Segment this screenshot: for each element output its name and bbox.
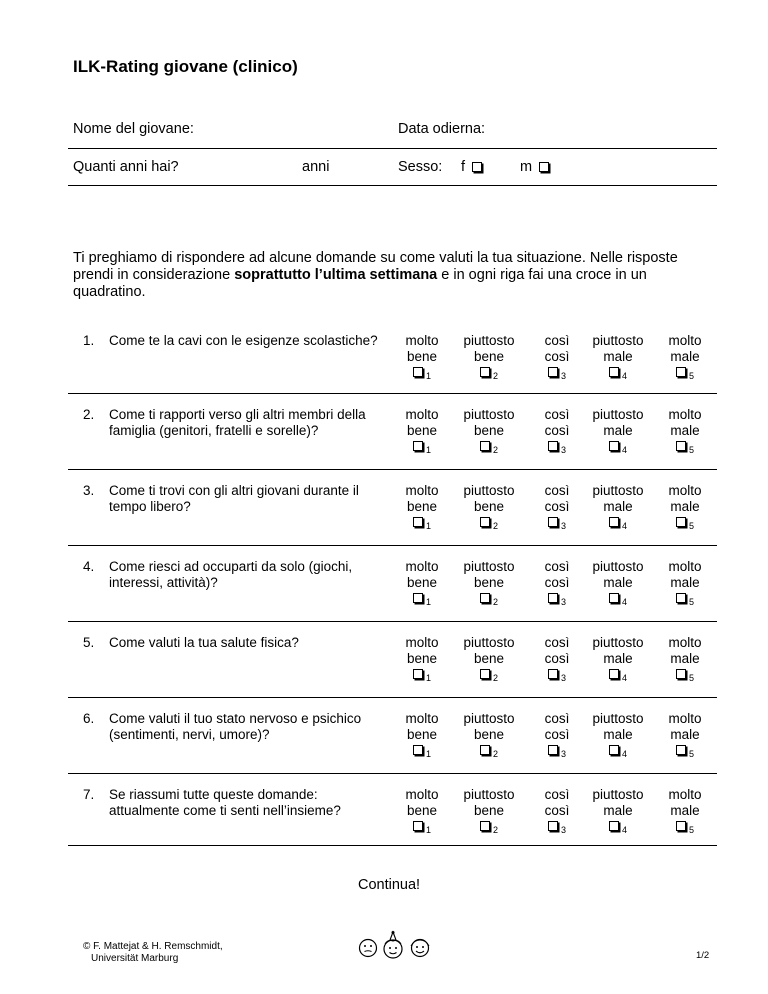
option-number: 2 bbox=[492, 445, 498, 455]
checkbox-icon[interactable] bbox=[609, 821, 619, 831]
checkbox-icon[interactable] bbox=[480, 821, 490, 831]
option-label: male bbox=[603, 348, 633, 364]
checkbox-icon[interactable] bbox=[413, 441, 423, 451]
option-label: bene bbox=[473, 498, 505, 514]
rating-option[interactable] bbox=[454, 407, 524, 456]
option-number: 3 bbox=[560, 825, 566, 835]
option-label: molto bbox=[668, 787, 702, 802]
option-number: 5 bbox=[688, 749, 694, 759]
option-number: 4 bbox=[621, 749, 627, 759]
option-label: bene bbox=[473, 726, 505, 742]
option-label: bene bbox=[406, 802, 438, 818]
rating-option[interactable] bbox=[650, 635, 720, 684]
rating-option[interactable] bbox=[650, 787, 720, 836]
option-label: piuttosto bbox=[463, 407, 515, 422]
option-number: 2 bbox=[492, 749, 498, 759]
checkbox-icon[interactable] bbox=[676, 441, 686, 451]
checkbox-icon[interactable] bbox=[548, 517, 558, 527]
option-label: così bbox=[544, 333, 570, 348]
option-number: 3 bbox=[560, 673, 566, 683]
question-number: 3. bbox=[83, 483, 95, 498]
option-label: così bbox=[544, 574, 570, 590]
rating-option[interactable] bbox=[583, 483, 653, 532]
option-number: 2 bbox=[492, 597, 498, 607]
rating-option[interactable] bbox=[387, 787, 457, 836]
checkbox-icon[interactable] bbox=[548, 669, 558, 679]
row-divider bbox=[68, 469, 717, 470]
option-label: piuttosto bbox=[463, 333, 515, 348]
divider bbox=[68, 185, 717, 186]
option-label: male bbox=[603, 422, 633, 438]
option-label: piuttosto bbox=[592, 711, 644, 726]
row-divider bbox=[68, 545, 717, 546]
option-number: 4 bbox=[621, 371, 627, 381]
page-number: 1/2 bbox=[696, 950, 710, 961]
rating-option[interactable] bbox=[454, 787, 524, 836]
option-label: male bbox=[670, 574, 700, 590]
option-label: piuttosto bbox=[592, 635, 644, 650]
checkbox-icon[interactable] bbox=[480, 441, 490, 451]
checkbox-icon[interactable] bbox=[413, 517, 423, 527]
option-number: 4 bbox=[621, 825, 627, 835]
checkbox-icon[interactable] bbox=[413, 821, 423, 831]
rating-option[interactable] bbox=[387, 711, 457, 760]
rating-option[interactable] bbox=[522, 333, 592, 382]
checkbox-icon[interactable] bbox=[480, 593, 490, 603]
child-face-icon bbox=[381, 930, 405, 960]
rating-option[interactable] bbox=[387, 333, 457, 382]
instructions: Ti preghiamo di rispondere ad alcune domande su come valuti la tua situazione. Nelle risposte prendi in considerazione soprattutto l’ultima settimana e in ogni riga fai una croce in un quadratino. bbox=[73, 250, 678, 300]
checkbox-icon[interactable] bbox=[480, 669, 490, 679]
option-label: piuttosto bbox=[592, 787, 644, 802]
checkbox-icon[interactable] bbox=[480, 517, 490, 527]
option-number: 5 bbox=[688, 597, 694, 607]
option-label: così bbox=[544, 650, 570, 666]
happy-face-icon bbox=[408, 937, 432, 959]
option-label: così bbox=[544, 787, 570, 802]
question-number: 1. bbox=[83, 333, 95, 348]
option-number: 3 bbox=[560, 445, 566, 455]
option-number: 3 bbox=[560, 521, 566, 531]
option-label: bene bbox=[406, 498, 438, 514]
option-label: molto bbox=[668, 559, 702, 574]
rating-option[interactable] bbox=[583, 559, 653, 608]
option-label: molto bbox=[668, 407, 702, 422]
option-label: male bbox=[603, 650, 633, 666]
rating-option[interactable] bbox=[583, 333, 653, 382]
option-label: piuttosto bbox=[463, 483, 515, 498]
option-number: 4 bbox=[621, 597, 627, 607]
option-label: così bbox=[544, 483, 570, 498]
option-label: così bbox=[544, 498, 570, 514]
option-label: piuttosto bbox=[463, 711, 515, 726]
checkbox-icon[interactable] bbox=[548, 821, 558, 831]
checkbox-icon[interactable] bbox=[609, 367, 619, 377]
rating-option[interactable] bbox=[650, 559, 720, 608]
option-label: così bbox=[544, 726, 570, 742]
continue-text: Continua! bbox=[358, 877, 421, 893]
option-label: male bbox=[670, 348, 700, 364]
option-label: piuttosto bbox=[463, 559, 515, 574]
option-number: 3 bbox=[560, 749, 566, 759]
option-label: così bbox=[544, 348, 570, 364]
option-number: 4 bbox=[621, 445, 627, 455]
checkbox-icon[interactable] bbox=[548, 745, 558, 755]
option-label: così bbox=[544, 711, 570, 726]
sex-f-label: f bbox=[461, 159, 466, 175]
rating-option[interactable] bbox=[454, 483, 524, 532]
rating-option[interactable] bbox=[454, 559, 524, 608]
option-number: 1 bbox=[425, 445, 431, 455]
checkbox-icon[interactable] bbox=[413, 367, 423, 377]
option-label: male bbox=[670, 422, 700, 438]
rating-option[interactable] bbox=[522, 407, 592, 456]
option-number: 2 bbox=[492, 673, 498, 683]
question-number: 6. bbox=[83, 711, 95, 726]
checkbox-icon[interactable] bbox=[413, 669, 423, 679]
checkbox-icon[interactable] bbox=[548, 593, 558, 603]
rating-option[interactable] bbox=[583, 635, 653, 684]
sex-label: Sesso: bbox=[398, 159, 443, 175]
form-title: ILK-Rating giovane (clinico) bbox=[73, 57, 298, 76]
rating-option[interactable] bbox=[387, 635, 457, 684]
question-number: 2. bbox=[83, 407, 95, 422]
option-number: 5 bbox=[688, 825, 694, 835]
row-divider bbox=[68, 773, 717, 774]
option-label: piuttosto bbox=[592, 483, 644, 498]
option-label: molto bbox=[405, 407, 439, 422]
rating-option[interactable] bbox=[454, 333, 524, 382]
checkbox-icon[interactable] bbox=[676, 669, 686, 679]
option-label: molto bbox=[668, 483, 702, 498]
option-label: piuttosto bbox=[463, 787, 515, 802]
checkbox-icon[interactable] bbox=[609, 745, 619, 755]
age-unit: anni bbox=[302, 159, 330, 175]
age-label: Quanti anni hai? bbox=[73, 159, 179, 175]
checkbox-icon[interactable] bbox=[609, 441, 619, 451]
option-label: così bbox=[544, 635, 570, 650]
rating-option[interactable] bbox=[650, 483, 720, 532]
option-number: 5 bbox=[688, 445, 694, 455]
option-number: 3 bbox=[560, 371, 566, 381]
rating-option[interactable] bbox=[583, 787, 653, 836]
option-label: bene bbox=[473, 802, 505, 818]
option-label: bene bbox=[473, 650, 505, 666]
row-divider bbox=[68, 621, 717, 622]
checkbox-icon[interactable] bbox=[413, 593, 423, 603]
option-label: male bbox=[670, 802, 700, 818]
option-label: bene bbox=[473, 574, 505, 590]
question-text: Come ti trovi con gli altri giovani durante il tempo libero? bbox=[109, 483, 359, 514]
option-number: 4 bbox=[621, 673, 627, 683]
row-divider bbox=[68, 697, 717, 698]
option-label: molto bbox=[405, 333, 439, 348]
question-number: 7. bbox=[83, 787, 95, 802]
option-label: piuttosto bbox=[592, 559, 644, 574]
rating-option[interactable] bbox=[387, 559, 457, 608]
question-text: Come te la cavi con le esigenze scolastiche? bbox=[109, 333, 378, 348]
question-text: Come ti rapporti verso gli altri membri della famiglia (genitori, fratelli e sorelle)? bbox=[109, 407, 366, 438]
rating-option[interactable] bbox=[583, 407, 653, 456]
option-label: molto bbox=[668, 333, 702, 348]
checkbox-icon[interactable] bbox=[480, 367, 490, 377]
rating-option[interactable] bbox=[583, 711, 653, 760]
rating-option[interactable] bbox=[522, 787, 592, 836]
option-number: 1 bbox=[425, 673, 431, 683]
sex-option-m[interactable] bbox=[520, 159, 552, 175]
rating-option[interactable] bbox=[522, 559, 592, 608]
option-label: male bbox=[670, 726, 700, 742]
rating-option[interactable] bbox=[387, 407, 457, 456]
option-label: male bbox=[603, 498, 633, 514]
option-label: così bbox=[544, 407, 570, 422]
option-label: molto bbox=[668, 711, 702, 726]
date-label: Data odierna: bbox=[398, 121, 486, 137]
question-number: 4. bbox=[83, 559, 95, 574]
option-label: bene bbox=[406, 348, 438, 364]
checkbox-icon[interactable] bbox=[609, 669, 619, 679]
option-number: 1 bbox=[425, 749, 431, 759]
row-divider bbox=[68, 393, 717, 394]
checkbox-icon[interactable] bbox=[413, 745, 423, 755]
rating-option[interactable] bbox=[522, 635, 592, 684]
checkbox-icon[interactable] bbox=[609, 517, 619, 527]
option-label: male bbox=[603, 726, 633, 742]
sex-option-f[interactable] bbox=[461, 159, 485, 175]
option-label: male bbox=[603, 802, 633, 818]
checkbox-icon[interactable] bbox=[676, 517, 686, 527]
option-label: bene bbox=[406, 650, 438, 666]
rating-option[interactable] bbox=[522, 711, 592, 760]
question-text: Come riesci ad occuparti da solo (giochi, interessi, attività)? bbox=[109, 559, 353, 590]
checkbox-icon[interactable] bbox=[676, 745, 686, 755]
option-number: 1 bbox=[425, 521, 431, 531]
divider bbox=[68, 148, 717, 149]
option-label: molto bbox=[405, 787, 439, 802]
rating-option[interactable] bbox=[650, 407, 720, 456]
option-label: molto bbox=[668, 635, 702, 650]
checkbox-icon[interactable] bbox=[548, 367, 558, 377]
name-label: Nome del giovane: bbox=[73, 121, 194, 137]
option-label: bene bbox=[473, 348, 505, 364]
checkbox-icon[interactable] bbox=[676, 593, 686, 603]
option-label: molto bbox=[405, 635, 439, 650]
option-number: 2 bbox=[492, 371, 498, 381]
option-label: piuttosto bbox=[592, 333, 644, 348]
option-number: 3 bbox=[560, 597, 566, 607]
rating-option[interactable] bbox=[650, 711, 720, 760]
checkbox-icon[interactable] bbox=[539, 162, 549, 172]
row-divider bbox=[68, 845, 717, 846]
option-label: così bbox=[544, 802, 570, 818]
option-number: 1 bbox=[425, 597, 431, 607]
option-number: 1 bbox=[425, 371, 431, 381]
checkbox-icon[interactable] bbox=[548, 441, 558, 451]
checkbox-icon[interactable] bbox=[472, 162, 482, 172]
option-number: 5 bbox=[688, 371, 694, 381]
option-label: male bbox=[670, 498, 700, 514]
neutral-face-icon bbox=[357, 937, 379, 959]
rating-option[interactable] bbox=[522, 483, 592, 532]
option-number: 2 bbox=[492, 521, 498, 531]
option-label: così bbox=[544, 422, 570, 438]
copyright: © F. Mattejat & H. Remschmidt, Universität Marburg bbox=[83, 941, 223, 964]
option-label: bene bbox=[473, 422, 505, 438]
sex-m-label: m bbox=[520, 159, 533, 175]
option-label: molto bbox=[405, 711, 439, 726]
option-number: 2 bbox=[492, 825, 498, 835]
checkbox-icon[interactable] bbox=[480, 745, 490, 755]
option-label: molto bbox=[405, 559, 439, 574]
option-number: 5 bbox=[688, 521, 694, 531]
question-text: Come valuti la tua salute fisica? bbox=[109, 635, 299, 650]
question-text: Come valuti il tuo stato nervoso e psichico (sentimenti, nervi, umore)? bbox=[109, 711, 362, 742]
option-label: male bbox=[670, 650, 700, 666]
option-number: 4 bbox=[621, 521, 627, 531]
option-label: male bbox=[603, 574, 633, 590]
option-label: piuttosto bbox=[592, 407, 644, 422]
option-label: molto bbox=[405, 483, 439, 498]
rating-option[interactable] bbox=[650, 333, 720, 382]
checkbox-icon[interactable] bbox=[676, 367, 686, 377]
option-label: bene bbox=[406, 574, 438, 590]
checkbox-icon[interactable] bbox=[609, 593, 619, 603]
option-number: 1 bbox=[425, 825, 431, 835]
option-label: piuttosto bbox=[463, 635, 515, 650]
rating-option[interactable] bbox=[454, 711, 524, 760]
question-text: Se riassumi tutte queste domande: attualmente come ti senti nell’insieme? bbox=[109, 787, 341, 818]
option-label: bene bbox=[406, 422, 438, 438]
checkbox-icon[interactable] bbox=[676, 821, 686, 831]
rating-option[interactable] bbox=[387, 483, 457, 532]
option-label: bene bbox=[406, 726, 438, 742]
rating-option[interactable] bbox=[454, 635, 524, 684]
question-number: 5. bbox=[83, 635, 95, 650]
option-label: così bbox=[544, 559, 570, 574]
option-number: 5 bbox=[688, 673, 694, 683]
